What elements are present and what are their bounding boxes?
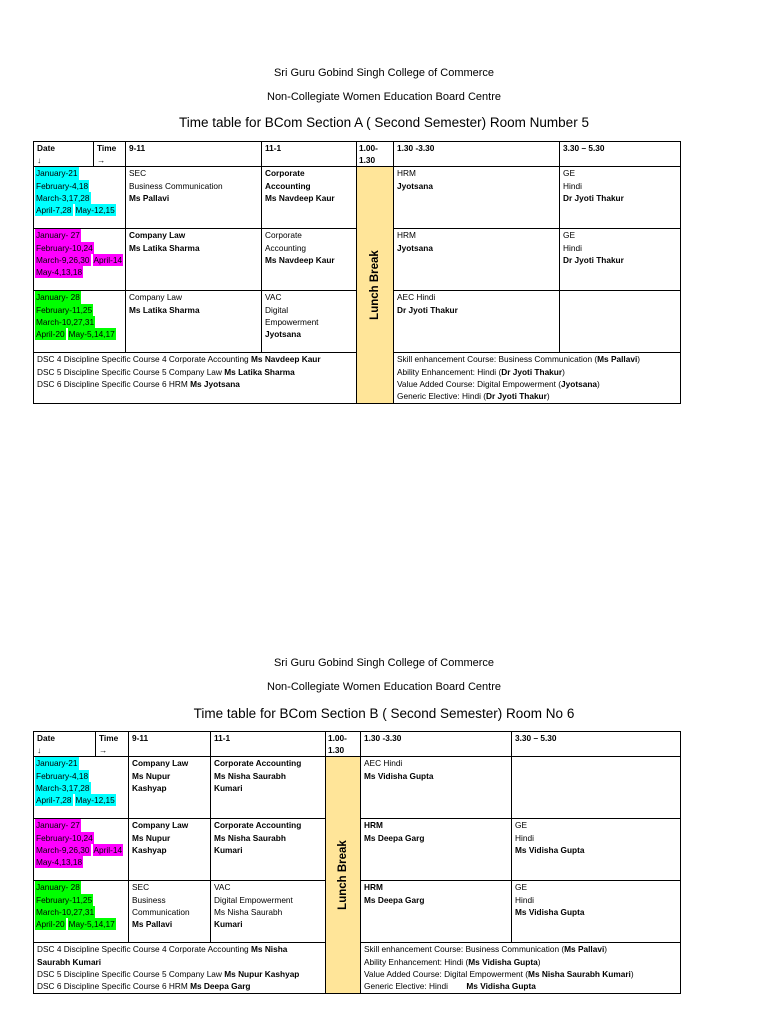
legend-line: [37, 353, 353, 365]
teacher-name: Dr Jyoti Thakur: [397, 304, 458, 315]
date-entry: January- 28: [36, 292, 80, 303]
legend-teacher: Saurabh Kumari: [37, 956, 102, 967]
course-text: Ms Nisha Saurabh: [214, 770, 286, 781]
date-entry: February-10,24: [36, 242, 93, 253]
legend-teacher: Dr Jyoti Thakur: [501, 366, 563, 377]
right-arrow-icon: →: [99, 745, 108, 756]
course-text: HRM: [364, 820, 383, 831]
legend-teacher: Ms Navdeep Kaur: [250, 354, 321, 365]
session-cell: [361, 881, 512, 943]
course-text: HRM: [397, 230, 416, 241]
session-cell: [361, 757, 512, 819]
legend-line: [364, 968, 677, 980]
date-entry: January-21: [36, 758, 78, 769]
date-entry: May-4,13,18: [36, 857, 83, 868]
legend-line: [364, 956, 677, 968]
course-text: Corporate: [265, 168, 305, 179]
course-legend-left: [34, 943, 326, 994]
teacher-name: Ms Vidisha Gupta: [515, 844, 585, 855]
date-entry: March-9,26,30: [36, 844, 90, 855]
course-text: SEC: [129, 168, 147, 179]
teacher-name: Ms Latika Sharma: [129, 304, 200, 315]
legend-course: DSC 5 Discipline Specific Course 5 Company Law: [37, 968, 225, 979]
course-text: Corporate Accounting: [214, 820, 302, 831]
legend-teacher: Ms Jyotsana: [190, 378, 240, 389]
session-cell: [560, 229, 681, 291]
table-row: [34, 167, 681, 229]
session-cell: [512, 881, 681, 943]
legend-teacher: Ms Nisha: [250, 944, 288, 955]
legend-teacher: Ms Deepa Garg: [190, 981, 251, 992]
legend-course: Ability Enhancement: Hindi (: [397, 366, 502, 377]
date-entry: February-11,25: [36, 304, 93, 315]
legend-teacher: Ms Nupur Kashyap: [224, 968, 300, 979]
date-entry: April-14: [93, 844, 123, 855]
teacher-name: Kumari: [214, 919, 243, 930]
legend-course: Value Added Course: Digital Empowerment (: [364, 968, 529, 979]
down-arrow-icon: ↓: [37, 745, 42, 756]
course-text: VAC: [214, 882, 231, 893]
centre-name: Non-Collegiate Women Education Board Centre: [267, 681, 501, 693]
legend-course: Generic Elective: Hindi (: [397, 391, 486, 402]
course-text: Ms Nisha Saurabh: [214, 832, 286, 843]
legend-close: ): [604, 944, 608, 955]
session-cell: [126, 167, 262, 229]
slot-header: 9-11: [129, 732, 211, 757]
teacher-name: Kashyap: [132, 782, 167, 793]
date-entry: January- 27: [36, 230, 80, 241]
course-text: GE: [515, 882, 527, 893]
date-entry: January-21: [36, 168, 78, 179]
legend-course: DSC 4 Discipline Specific Course 4 Corporate Accounting: [37, 354, 251, 365]
teacher-name: Ms Vidisha Gupta: [515, 906, 585, 917]
date-entry: February-11,25: [36, 894, 93, 905]
course-text: Ms Nupur: [132, 832, 171, 843]
legend-course: DSC 6 Discipline Specific Course 6 HRM: [37, 981, 191, 992]
header-row: [34, 732, 681, 757]
college-name: Sri Guru Gobind Singh College of Commerce: [273, 67, 495, 79]
date-cell: [34, 229, 126, 291]
timetable-grid: [33, 731, 681, 994]
course-text: AEC Hindi: [397, 292, 436, 303]
session-cell: [262, 229, 357, 291]
lunch-break-label: Lunch Break: [336, 840, 349, 911]
course-text: GE: [563, 230, 575, 241]
header-row: [34, 142, 681, 167]
slot-header: 1.30 -3.30: [361, 732, 512, 757]
lunch-break-cell: [326, 757, 361, 994]
legend-line: [397, 378, 677, 390]
course-text: Accounting: [265, 180, 311, 191]
college-name: Sri Guru Gobind Singh College of Commerce: [273, 657, 495, 669]
session-cell: [211, 819, 326, 881]
date-entry: March-10,27,31: [36, 906, 95, 917]
date-cell: [34, 167, 126, 229]
time-header: Time: [97, 143, 117, 153]
legend-teacher: Ms Pallavi: [564, 944, 605, 955]
lunch-break-label: Lunch Break: [368, 250, 381, 321]
date-entry: March-9,26,30: [36, 254, 90, 265]
teacher-name: Kashyap: [132, 844, 167, 855]
course-text: VAC: [265, 292, 282, 303]
legend-course: DSC 4 Discipline Specific Course 4 Corporate Accounting: [37, 944, 251, 955]
slot-header: 11-1: [262, 142, 357, 167]
session-cell: [126, 229, 262, 291]
teacher-name: Kumari: [214, 844, 243, 855]
date-header: Date: [37, 733, 55, 743]
session-cell: [262, 291, 357, 353]
teacher-name: Ms Vidisha Gupta: [364, 770, 434, 781]
course-text: Digital: [265, 304, 289, 315]
teacher-name: Ms Deepa Garg: [364, 832, 425, 843]
date-entry: April-20: [36, 329, 65, 340]
session-cell: [560, 291, 681, 353]
legend-line: [397, 366, 677, 378]
legend-teacher: Ms Nisha Saurabh Kumari: [528, 968, 631, 979]
session-cell: [394, 167, 560, 229]
lunch-break-cell: [357, 167, 394, 404]
legend-teacher: Ms Pallavi: [597, 354, 638, 365]
date-cell: [34, 819, 129, 881]
legend-line: [37, 956, 322, 968]
course-legend-left: [34, 353, 357, 404]
legend-course: Value Added Course: Digital Empowerment (: [397, 378, 562, 389]
timetable-title: Time table for BCom Section A ( Second Semester) Room Number 5: [179, 115, 589, 130]
session-cell: [560, 167, 681, 229]
teacher-name: Ms Pallavi: [129, 192, 170, 203]
slot-header: 1.00-1.30: [326, 732, 361, 757]
course-text: HRM: [364, 882, 383, 893]
legend-close: ): [597, 378, 600, 389]
course-text: GE: [563, 168, 575, 179]
legend-line: [37, 980, 322, 992]
course-text: Company Law: [129, 292, 183, 303]
time-header: Time: [99, 733, 119, 743]
teacher-name: Dr Jyoti Thakur: [563, 254, 624, 265]
session-cell: [262, 167, 357, 229]
teacher-name: Jyotsana: [397, 242, 433, 253]
course-text: Corporate Accounting: [214, 758, 302, 769]
date-cell: [34, 757, 129, 819]
course-text: Digital Empowerment: [214, 894, 293, 905]
course-text: Ms Nupur: [132, 770, 171, 781]
slot-header: 9-11: [126, 142, 262, 167]
date-entry: March-3,17,28: [36, 782, 90, 793]
legend-course: Generic Elective: Hindi: [364, 981, 467, 992]
date-header: Date: [37, 143, 55, 153]
course-text: Business: [132, 894, 166, 905]
teacher-name: Kumari: [214, 782, 243, 793]
date-entry: February-4,18: [36, 180, 89, 191]
date-cell: [34, 881, 129, 943]
session-cell: [211, 757, 326, 819]
teacher-name: Ms Pallavi: [132, 919, 173, 930]
legend-teacher: Jyotsana: [561, 378, 598, 389]
course-text: Hindi: [563, 242, 582, 253]
course-text: Ms Nisha Saurabh: [214, 906, 283, 917]
legend-teacher: Ms Vidisha Gupta: [466, 981, 536, 992]
course-text: HRM: [397, 168, 416, 179]
course-text: SEC: [132, 882, 150, 893]
date-entry: May-12,15: [75, 205, 115, 216]
course-text: Corporate: [265, 230, 302, 241]
timetable-grid: [33, 141, 681, 404]
course-legend-right: [361, 943, 681, 994]
date-entry: May-5,14,17: [68, 329, 115, 340]
legend-close: ): [630, 968, 634, 979]
course-legend-right: [394, 353, 681, 404]
teacher-name: Jyotsana: [397, 180, 433, 191]
course-text: Company Law: [132, 758, 189, 769]
slot-header: 3.30 – 5.30: [560, 142, 681, 167]
slot-header: 1.30 -3.30: [394, 142, 560, 167]
course-text: Hindi: [563, 180, 582, 191]
date-entry: April-14: [93, 254, 123, 265]
date-entry: February-4,18: [36, 770, 89, 781]
session-cell: [211, 881, 326, 943]
legend-close: ): [546, 391, 550, 402]
legend-line: [37, 968, 322, 980]
teacher-name: Jyotsana: [265, 329, 301, 340]
session-cell: [129, 881, 211, 943]
teacher-name: Ms Deepa Garg: [364, 894, 425, 905]
course-text: Business Communication: [129, 180, 223, 191]
date-entry: April-7,28: [36, 795, 72, 806]
course-text: Communication: [132, 906, 190, 917]
centre-name: Non-Collegiate Women Education Board Centre: [267, 91, 501, 103]
course-text: GE: [515, 820, 527, 831]
teacher-name: Ms Latika Sharma: [129, 242, 200, 253]
slot-header: 3.30 – 5.30: [512, 732, 681, 757]
legend-course: Skill enhancement Course: Business Communication (: [397, 354, 598, 365]
course-text: AEC Hindi: [364, 758, 403, 769]
legend-line: [37, 378, 353, 390]
legend-close: ): [562, 366, 565, 377]
course-text: Empowerment: [265, 316, 319, 327]
legend-teacher: Ms Vidisha Gupta: [468, 956, 538, 967]
down-arrow-icon: ↓: [37, 155, 42, 166]
legend-close: ): [637, 354, 641, 365]
teacher-name: Ms Navdeep Kaur: [265, 254, 335, 265]
date-entry: April-20: [36, 919, 65, 930]
course-text: Hindi: [515, 832, 534, 843]
date-cell: [34, 291, 126, 353]
slot-header: 1.00-1.30: [357, 142, 394, 167]
session-cell: [126, 291, 262, 353]
teacher-name: Dr Jyoti Thakur: [563, 192, 624, 203]
date-entry: May-4,13,18: [36, 267, 83, 278]
legend-line: [397, 390, 677, 402]
timetable-title: Time table for BCom Section B ( Second Semester) Room No 6: [193, 706, 575, 721]
legend-teacher: Dr Jyoti Thakur: [486, 391, 547, 402]
legend-course: DSC 5 Discipline Specific Course 5 Company Law: [37, 366, 225, 377]
legend-close: ): [537, 956, 541, 967]
session-cell: [394, 229, 560, 291]
course-text: Company Law: [129, 230, 186, 241]
legend-line: [397, 353, 677, 365]
teacher-name: Ms Navdeep Kaur: [265, 192, 335, 203]
session-cell: [129, 757, 211, 819]
slot-header: 11-1: [211, 732, 326, 757]
legend-line: [364, 943, 677, 955]
legend-course: Ability Enhancement: Hindi (: [364, 956, 469, 967]
legend-line: [37, 366, 353, 378]
legend-line: [364, 980, 677, 992]
date-entry: March-10,27,31: [36, 316, 95, 327]
session-cell: [129, 819, 211, 881]
course-text: Accounting: [265, 242, 307, 253]
session-cell: [361, 819, 512, 881]
legend-course: DSC 6 Discipline Specific Course 6 HRM: [37, 378, 191, 389]
legend-course: Skill enhancement Course: Business Communication (: [364, 944, 565, 955]
date-entry: April-7,28: [36, 205, 72, 216]
table-row: [34, 757, 681, 819]
right-arrow-icon: →: [97, 155, 106, 166]
legend-line: [37, 943, 322, 955]
date-entry: January- 27: [36, 820, 80, 831]
session-cell: [394, 291, 560, 353]
course-text: Company Law: [132, 820, 189, 831]
session-cell: [512, 757, 681, 819]
date-entry: May-5,14,17: [68, 919, 115, 930]
date-entry: March-3,17,28: [36, 192, 90, 203]
legend-teacher: Ms Latika Sharma: [224, 366, 295, 377]
date-entry: January- 28: [36, 882, 80, 893]
date-entry: May-12,15: [75, 795, 115, 806]
date-entry: February-10,24: [36, 832, 93, 843]
course-text: Hindi: [515, 894, 534, 905]
session-cell: [512, 819, 681, 881]
